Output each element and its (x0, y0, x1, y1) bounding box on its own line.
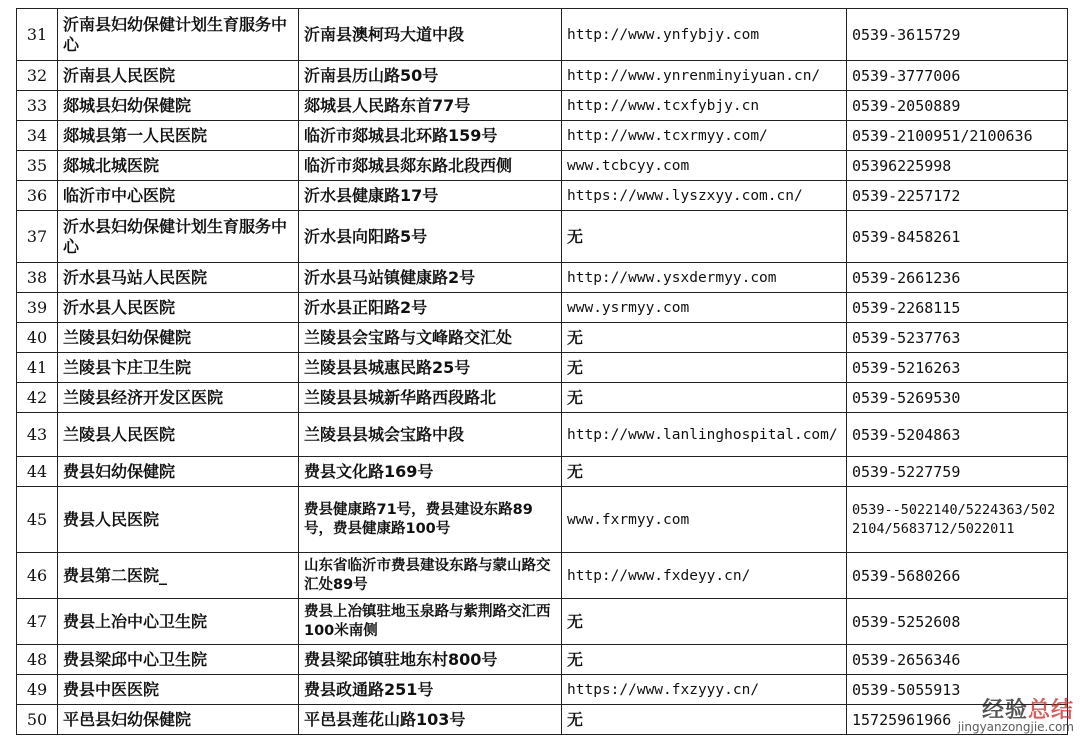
hospital-phone: 0539-5680266 (847, 553, 1068, 599)
hospital-name: 沂水县人民医院 (58, 293, 299, 323)
table-row (17, 383, 1068, 413)
watermark-logo: 经验总结 (981, 698, 1074, 723)
hospital-phone: 0539-5252608 (847, 599, 1068, 645)
hospital-address: 山东省临沂市费县建设东路与蒙山路交汇处89号 (299, 553, 562, 599)
hospital-name: 沂南县人民医院 (58, 61, 299, 91)
row-number: 45 (17, 487, 58, 553)
hospital-name: 费县梁邱中心卫生院 (58, 645, 299, 675)
table-row (17, 151, 1068, 181)
hospital-name: 郯城县第一人民医院 (58, 121, 299, 151)
hospital-phone: 0539-5204863 (847, 413, 1068, 457)
hospital-address: 费县政通路251号 (299, 675, 562, 705)
hospital-name: 费县人民医院 (58, 487, 299, 553)
table-row (17, 9, 1068, 61)
hospital-address: 沂水县向阳路5号 (299, 211, 562, 263)
hospital-phone: 0539-5237763 (847, 323, 1068, 353)
hospital-table (16, 8, 1068, 735)
hospital-website: http://www.ynfybjy.com (562, 9, 847, 61)
hospital-website: www.fxrmyy.com (562, 487, 847, 553)
hospital-website: http://www.ysxdermyy.com (562, 263, 847, 293)
row-number: 32 (17, 61, 58, 91)
table-row (17, 675, 1068, 705)
hospital-phone: 0539-8458261 (847, 211, 1068, 263)
hospital-address: 沂南县澳柯玛大道中段 (299, 9, 562, 61)
hospital-phone: 0539-5216263 (847, 353, 1068, 383)
table-row (17, 599, 1068, 645)
hospital-website: 无 (562, 599, 847, 645)
row-number: 41 (17, 353, 58, 383)
hospital-name: 费县中医医院 (58, 675, 299, 705)
hospital-phone: 0539-3777006 (847, 61, 1068, 91)
row-number: 38 (17, 263, 58, 293)
row-number: 49 (17, 675, 58, 705)
hospital-website: https://www.fxzyyy.cn/ (562, 675, 847, 705)
row-number: 40 (17, 323, 58, 353)
hospital-website: 无 (562, 383, 847, 413)
hospital-phone: 0539-2268115 (847, 293, 1068, 323)
hospital-name: 兰陵县经济开发区医院 (58, 383, 299, 413)
hospital-address: 费县梁邱镇驻地东村800号 (299, 645, 562, 675)
hospital-website: 无 (562, 323, 847, 353)
table-row (17, 645, 1068, 675)
table-row (17, 91, 1068, 121)
hospital-name: 临沂市中心医院 (58, 181, 299, 211)
table-row (17, 121, 1068, 151)
hospital-website: http://www.ynrenminyiyuan.cn/ (562, 61, 847, 91)
hospital-phone: 15725961966 (847, 705, 1068, 735)
hospital-address: 临沂市郯城县郯东路北段西侧 (299, 151, 562, 181)
hospital-address: 临沂市郯城县北环路159号 (299, 121, 562, 151)
hospital-name: 兰陵县人民医院 (58, 413, 299, 457)
row-number: 34 (17, 121, 58, 151)
table-row (17, 457, 1068, 487)
hospital-phone: 0539--5022140/5224363/5022104/5683712/5022011 (847, 487, 1068, 553)
row-number: 48 (17, 645, 58, 675)
hospital-address: 兰陵县县城惠民路25号 (299, 353, 562, 383)
hospital-website: 无 (562, 353, 847, 383)
row-number: 50 (17, 705, 58, 735)
row-number: 44 (17, 457, 58, 487)
hospital-website: http://www.lanlinghospital.com/ (562, 413, 847, 457)
hospital-name: 费县第二医院_ (58, 553, 299, 599)
hospital-phone: 0539-3615729 (847, 9, 1068, 61)
hospital-website: 无 (562, 645, 847, 675)
hospital-name: 兰陵县妇幼保健院 (58, 323, 299, 353)
hospital-phone: 0539-2100951/2100636 (847, 121, 1068, 151)
hospital-website: http://www.tcxfybjy.cn (562, 91, 847, 121)
hospital-name: 费县妇幼保健院 (58, 457, 299, 487)
row-number: 46 (17, 553, 58, 599)
hospital-address: 费县上冶镇驻地玉泉路与紫荆路交汇西100米南侧 (299, 599, 562, 645)
hospital-phone: 0539-5055913 (847, 675, 1068, 705)
row-number: 33 (17, 91, 58, 121)
table-row (17, 211, 1068, 263)
hospital-address: 沂水县健康路17号 (299, 181, 562, 211)
table-row (17, 61, 1068, 91)
row-number: 47 (17, 599, 58, 645)
hospital-phone: 0539-2661236 (847, 263, 1068, 293)
hospital-name: 沂水县妇幼保健计划生育服务中心 (58, 211, 299, 263)
hospital-website: www.tcbcyy.com (562, 151, 847, 181)
hospital-address: 兰陵县县城会宝路中段 (299, 413, 562, 457)
table-row (17, 705, 1068, 735)
row-number: 31 (17, 9, 58, 61)
hospital-phone: 0539-2050889 (847, 91, 1068, 121)
hospital-phone: 0539-5269530 (847, 383, 1068, 413)
hospital-address: 平邑县莲花山路103号 (299, 705, 562, 735)
hospital-name: 郯城北城医院 (58, 151, 299, 181)
row-number: 37 (17, 211, 58, 263)
hospital-name: 费县上冶中心卫生院 (58, 599, 299, 645)
hospital-address: 沂南县历山路50号 (299, 61, 562, 91)
hospital-phone: 0539-2656346 (847, 645, 1068, 675)
table-row (17, 263, 1068, 293)
hospital-website: www.ysrmyy.com (562, 293, 847, 323)
hospital-address: 兰陵县会宝路与文峰路交汇处 (299, 323, 562, 353)
hospital-website: http://www.fxdeyy.cn/ (562, 553, 847, 599)
table-row (17, 293, 1068, 323)
row-number: 42 (17, 383, 58, 413)
row-number: 39 (17, 293, 58, 323)
hospital-website: 无 (562, 705, 847, 735)
hospital-address: 沂水县马站镇健康路2号 (299, 263, 562, 293)
hospital-name: 沂南县妇幼保健计划生育服务中心 (58, 9, 299, 61)
hospital-phone: 0539-5227759 (847, 457, 1068, 487)
hospital-name: 沂水县马站人民医院 (58, 263, 299, 293)
hospital-website: 无 (562, 211, 847, 263)
hospital-name: 兰陵县卞庄卫生院 (58, 353, 299, 383)
table-row (17, 353, 1068, 383)
hospital-website: http://www.tcxrmyy.com/ (562, 121, 847, 151)
row-number: 35 (17, 151, 58, 181)
table-row (17, 323, 1068, 353)
row-number: 43 (17, 413, 58, 457)
hospital-address: 郯城县人民路东首77号 (299, 91, 562, 121)
row-number: 36 (17, 181, 58, 211)
hospital-address: 费县文化路169号 (299, 457, 562, 487)
table-row (17, 413, 1068, 457)
table-row (17, 181, 1068, 211)
hospital-address: 沂水县正阳路2号 (299, 293, 562, 323)
watermark-url: jingyanzongjie.com (957, 720, 1074, 734)
hospital-website: https://www.lyszxyy.com.cn/ (562, 181, 847, 211)
hospital-name: 郯城县妇幼保健院 (58, 91, 299, 121)
hospital-phone: 05396225998 (847, 151, 1068, 181)
table-row (17, 487, 1068, 553)
hospital-phone: 0539-2257172 (847, 181, 1068, 211)
table-row (17, 553, 1068, 599)
hospital-name: 平邑县妇幼保健院 (58, 705, 299, 735)
hospital-address: 兰陵县县城新华路西段路北 (299, 383, 562, 413)
hospital-address: 费县健康路71号，费县建设东路89号，费县健康路100号 (299, 487, 562, 553)
hospital-table-body (17, 9, 1068, 735)
hospital-website: 无 (562, 457, 847, 487)
